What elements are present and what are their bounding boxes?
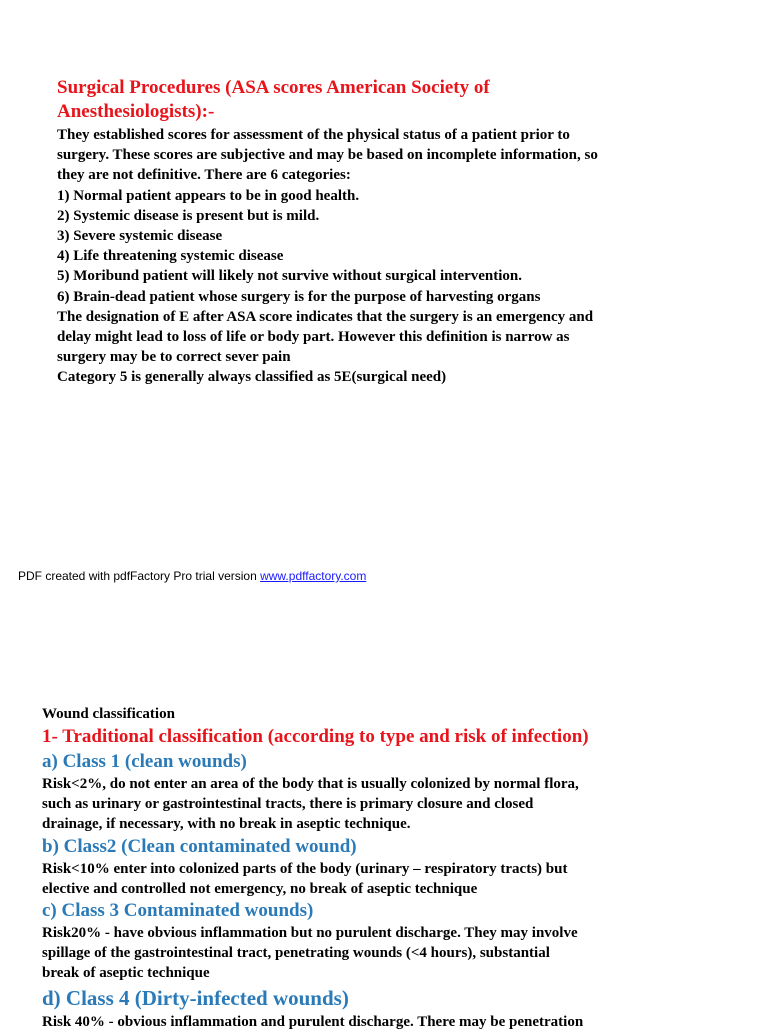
body-line: 3) Severe systemic disease bbox=[57, 228, 223, 245]
class-3-body bbox=[42, 923, 742, 984]
asa-section bbox=[57, 76, 737, 388]
body-line: The designation of E after ASA score indicates that the surgery is an emergency and bbox=[57, 308, 594, 325]
body-line: Risk<10% enter into colonized parts of the body (urinary – respiratory tracts) but bbox=[42, 860, 568, 877]
body-line: 5) Moribund patient will likely not survive without surgical intervention. bbox=[57, 268, 523, 285]
footer-text: PDF created with pdfFactory Pro trial version bbox=[18, 569, 261, 583]
pdffactory-link[interactable]: www.pdffactory.com bbox=[260, 569, 367, 583]
wound-classification-title: Wound classification bbox=[42, 706, 175, 722]
class-3-heading: c) Class 3 Contaminated wounds) bbox=[42, 900, 314, 922]
asa-heading-line: Surgical Procedures (ASA scores American Society of bbox=[57, 77, 490, 98]
asa-heading bbox=[57, 76, 737, 124]
class-1-heading: a) Class 1 (clean wounds) bbox=[42, 751, 247, 772]
asa-heading-line: Anesthesiologists):- bbox=[57, 101, 215, 122]
body-line: delay might lead to loss of life or body part. However this definition is narrow as bbox=[57, 329, 570, 346]
asa-body bbox=[57, 125, 737, 388]
body-line: break of aseptic technique bbox=[42, 965, 210, 982]
body-line: They established scores for assessment of the physical status of a patient prior to bbox=[57, 127, 570, 143]
body-line: 6) Brain-dead patient whose surgery is for the purpose of harvesting organs bbox=[57, 288, 541, 305]
body-line: Category 5 is generally always classified as 5E(surgical need) bbox=[57, 369, 447, 386]
body-line: elective and controlled not emergency, no break of aseptic technique bbox=[42, 880, 478, 897]
body-line: Risk20% - have obvious inflammation but no purulent discharge. They may involve bbox=[42, 925, 578, 942]
class-1-body bbox=[42, 774, 742, 835]
body-line: Risk 40% - obvious inflammation and purulent discharge. There may be penetration bbox=[42, 1013, 584, 1030]
traditional-classification-heading: 1- Traditional classification (according to type and risk of infection) bbox=[42, 726, 589, 747]
class-2-body bbox=[42, 859, 742, 899]
body-line: they are not definitive. There are 6 categories: bbox=[57, 167, 351, 184]
class-4-body bbox=[42, 1012, 742, 1032]
wound-section bbox=[42, 704, 742, 1032]
body-line: 1) Normal patient appears to be in good health. bbox=[57, 187, 360, 204]
body-line: surgery may be to correct sever pain bbox=[57, 349, 291, 366]
class-4-heading: d) Class 4 (Dirty-infected wounds) bbox=[42, 985, 349, 1010]
body-line: such as urinary or gastrointestinal tracts, there is primary closure and closed bbox=[42, 796, 534, 813]
body-line: 2) Systemic disease is present but is mild. bbox=[57, 207, 320, 224]
body-line: Risk<2%, do not enter an area of the body that is usually colonized by normal flora, bbox=[42, 776, 579, 792]
pdf-footer bbox=[18, 569, 366, 583]
body-line: 4) Life threatening systemic disease bbox=[57, 248, 284, 265]
body-line: drainage, if necessary, with no break in aseptic technique. bbox=[42, 816, 411, 833]
body-line: surgery. These scores are subjective and may be based on incomplete information, so bbox=[57, 147, 598, 164]
body-line: spillage of the gastrointestinal tract, penetrating wounds (<4 hours), substantial bbox=[42, 945, 550, 962]
class-2-heading: b) Class2 (Clean contaminated wound) bbox=[42, 835, 357, 857]
